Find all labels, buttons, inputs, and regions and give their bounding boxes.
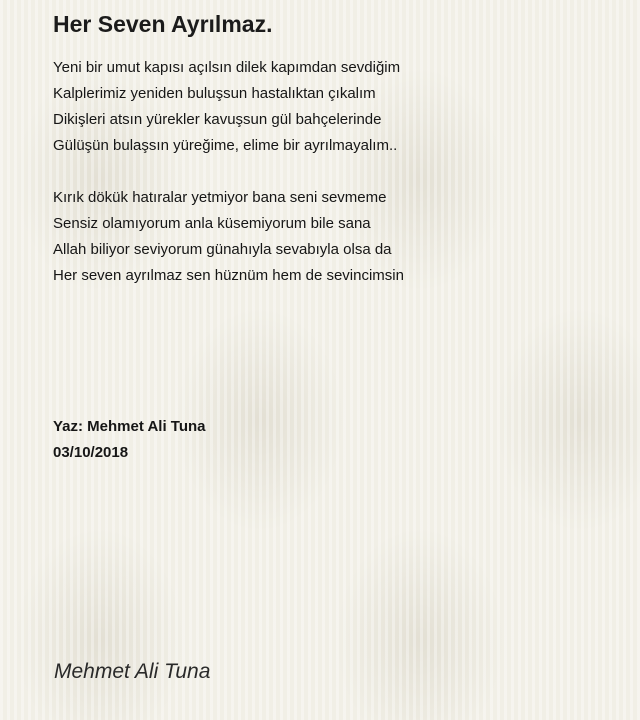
stanza-2: [53, 185, 404, 289]
author-credit: Yaz: Mehmet Ali Tuna: [53, 418, 206, 435]
author-signature: Mehmet Ali Tuna: [54, 660, 211, 683]
poem-line: Kırık dökük hatıralar yetmiyor bana seni sevmeme: [53, 189, 387, 206]
poem-title: Her Seven Ayrılmaz.: [53, 11, 273, 37]
poem-line: Allah biliyor seviyorum günahıyla sevabıyla olsa da: [53, 241, 392, 258]
poem-line: Gülüşün bulaşsın yüreğime, elime bir ayrılmayalım..: [53, 137, 398, 154]
stanza-1: [53, 55, 400, 159]
poem-date: 03/10/2018: [53, 444, 129, 461]
poem-line: Kalplerimiz yeniden buluşsun hastalıktan çıkalım: [53, 85, 376, 102]
poem-line: Sensiz olamıyorum anla küsemiyorum bile sana: [53, 215, 371, 232]
poem-line: Yeni bir umut kapısı açılsın dilek kapımdan sevdiğim: [53, 59, 401, 76]
author-block: [53, 414, 206, 466]
poem-line: Dikişleri atsın yürekler kavuşsun gül bahçelerinde: [53, 111, 382, 128]
poem-line: Her seven ayrılmaz sen hüznüm hem de sevincimsin: [53, 267, 404, 284]
